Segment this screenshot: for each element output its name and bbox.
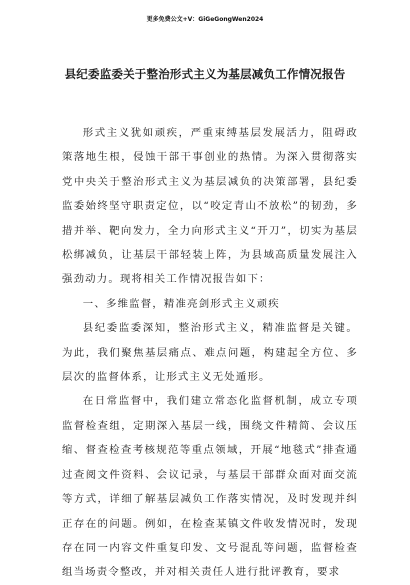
paragraph-supervision: 县纪委监委深知，整治形式主义，精准监督是关键。为此，我们聚焦基层痛点、难点问题，构建起全方位、多层次的监督体系，让形式主义无处遁形。 (62, 322, 358, 384)
header-note: 更多免费公文+V：GiGeGongWen2024 (146, 16, 264, 23)
section-heading: 一、多维监督，精准亮剑形式主义顽疾 (82, 297, 280, 310)
paragraph-daily-supervision: 在日常监督中，我们建立常态化监督机制，成立专项监督检查组，定期深入基层一线，围绕文件精简、会议压缩、督查检查考核规范等重点领域，开展“地毯式”排查通过查阅文件资料、会议记录，与基层干部群众面对面交流等方式，详细了解基层减负工作落实情况，及时发现并纠正存在的问题。例如，在检查某镇文件收发情况时，发现存在同一内容文件重复印发、文号混乱等问题，监督检查组当场责令整改，并对相关责任人进行批评教育，要求 (62, 395, 358, 579)
document-body (62, 121, 358, 585)
paragraph-intro: 形式主义犹如顽疾，严重束缚基层发展活力，阻碍政策落地生根，侵蚀干部干事创业的热情。为深入贯彻落实党中央关于整治形式主义为基层减负的决策部署，县纪委监委始终坚守职责定位，以“咬定青山不放松”的韧劲，多措并举、靶向发力，全力向形式主义“开刀”，切实为基层松绑减负，让基层干部轻装上阵，为县域高质量发展注入强劲动力。现将相关工作情况报告如下： (62, 127, 358, 286)
document-title: 县纪委监委关于整治形式主义为基层减负工作情况报告 (64, 67, 346, 81)
